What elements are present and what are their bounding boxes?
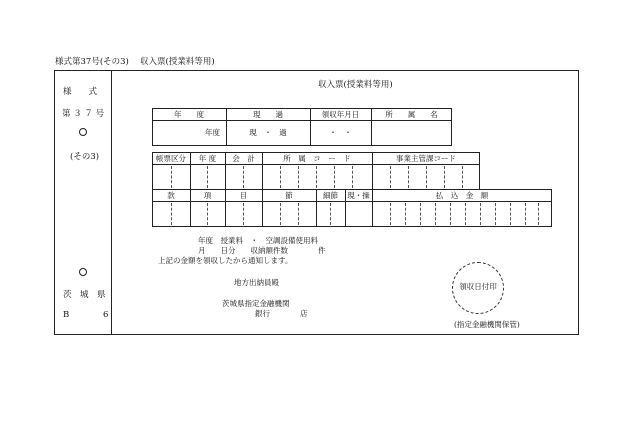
digit-divider (207, 203, 208, 225)
punch-hole-circle-bottom (79, 268, 87, 276)
bank-keep-note: (指定金融機関保管) (454, 320, 520, 329)
mid-header-nendo: 年 度 (198, 154, 217, 163)
side-label-youshiki: 様 式 (63, 87, 98, 97)
digit-divider (525, 203, 526, 225)
lower-header-kou: 項 (203, 191, 212, 200)
side-label-paper-size: B (63, 310, 70, 320)
digit-divider (420, 203, 421, 225)
lower-header-kan: 款 (167, 191, 175, 200)
digit-divider (435, 203, 436, 225)
digit-divider (352, 166, 353, 188)
digit-divider (171, 166, 172, 188)
top-header-department: 所 属 名 (385, 110, 438, 119)
top-header-receipt-date: 領収年月日 (321, 110, 360, 119)
collection-count-line: 月 日分 収納額件数 件 (198, 246, 326, 255)
digit-divider (330, 203, 331, 225)
side-column-divider (111, 70, 112, 335)
form-title: 収入票(授業料等用) (318, 80, 393, 90)
form-caption: 様式第37号(その3) 収入票(授業料等用) (55, 57, 215, 67)
top-header-nendo: 年 度 (174, 110, 204, 119)
digit-divider (465, 203, 466, 225)
digit-divider (538, 203, 539, 225)
top-table-header-line (152, 120, 452, 121)
digit-divider (390, 203, 391, 225)
mid-header-chohyo: 帳票区分 (156, 154, 186, 163)
top-cell-nendo: 年度 (205, 128, 220, 137)
digit-divider (444, 166, 445, 188)
mid-header-kaikei: 会 計 (232, 154, 255, 163)
side-label-sono3: (その3) (70, 152, 100, 162)
lower-header-gen-sou: 現・操 (347, 191, 370, 200)
digit-divider (426, 166, 427, 188)
digit-divider (243, 166, 244, 188)
digit-divider (171, 203, 172, 225)
addressee-line: 地方出納員殿 (234, 278, 279, 287)
digit-divider (298, 203, 299, 225)
lower-table-header-line (152, 201, 552, 202)
digit-divider (408, 166, 409, 188)
digit-divider (510, 203, 511, 225)
bank-name-line: 茨城県指定金融機関 (222, 299, 290, 308)
side-label-number: 第 ３ ７ 号 (62, 109, 105, 119)
lower-header-moku: 目 (239, 191, 248, 200)
punch-hole-circle-top (79, 128, 87, 136)
top-cell-genka: 現 ・ 過 (249, 128, 287, 137)
lower-header-saisetsu: 細節 (323, 191, 338, 200)
digit-divider (390, 166, 391, 188)
digit-divider (495, 203, 496, 225)
notification-statement: 上記の金額を領収したから通知します。 (158, 256, 293, 265)
top-header-genka: 現 過 (253, 110, 283, 119)
digit-divider (450, 203, 451, 225)
mid-header-shozoku-code: 所 属 コ ー ド (283, 154, 351, 163)
fee-type-line: 年度 授業料 ・ 空調設備使用料 (198, 236, 318, 245)
top-cell-receipt-date: ・ ・ (329, 128, 352, 137)
mid-table-header-line (152, 164, 480, 165)
branch-line: 銀行 店 (255, 309, 308, 318)
side-label-paper-number: 6 (103, 310, 109, 320)
side-label-ibaraki: 茨 城 県 (63, 290, 106, 300)
digit-divider (334, 166, 335, 188)
receipt-date-stamp-label: 領収日付印 (459, 282, 497, 291)
digit-divider (316, 166, 317, 188)
lower-header-setsu: 節 (285, 191, 293, 200)
digit-divider (280, 203, 281, 225)
digit-divider (462, 166, 463, 188)
digit-divider (243, 203, 244, 225)
digit-divider (405, 203, 406, 225)
digit-divider (298, 166, 299, 188)
mid-header-jigyo-code: 事業主管課コード (396, 154, 456, 163)
digit-divider (480, 203, 481, 225)
digit-divider (207, 166, 208, 188)
digit-divider (280, 166, 281, 188)
lower-header-payment-amount: 払 込 金 額 (435, 191, 489, 200)
